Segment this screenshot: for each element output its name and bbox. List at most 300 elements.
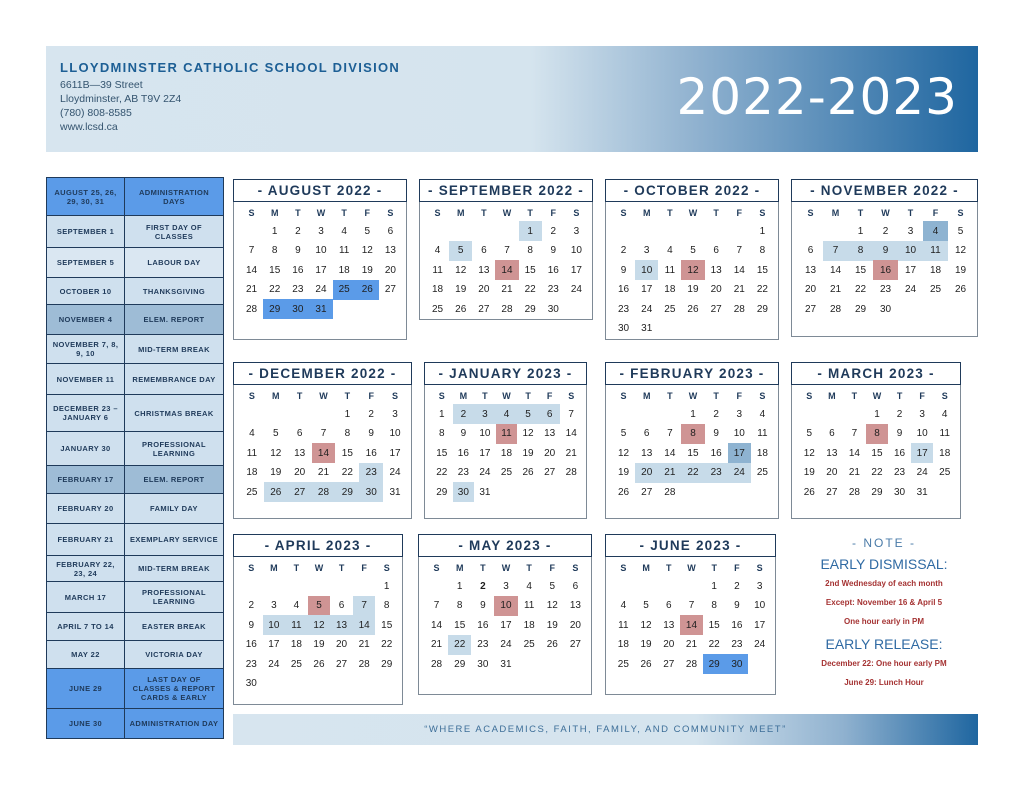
weekday-label: S xyxy=(957,208,964,218)
calendar-day: 21 xyxy=(685,639,698,650)
early-release-line: June 29: Lunch Hour xyxy=(844,678,924,687)
weekday-label: W xyxy=(502,208,512,218)
calendar-day: 14 xyxy=(733,264,745,276)
calendar-day: 13 xyxy=(641,447,653,459)
calendar-day: 21 xyxy=(565,447,577,459)
calendar-day: 5 xyxy=(449,241,472,261)
calendar-day: 9 xyxy=(896,428,903,439)
calendar-day: 12 xyxy=(954,245,967,256)
month-calendar xyxy=(791,179,978,337)
calendar-day: 14 xyxy=(312,443,336,463)
calendar-day: 13 xyxy=(710,264,722,276)
calendar-day: 10 xyxy=(389,428,401,439)
calendar-day: 4 xyxy=(341,225,347,237)
calendar-day: 13 xyxy=(663,619,675,631)
event-date: SEPTEMBER 5 xyxy=(46,248,125,277)
calendar-day: 2 xyxy=(453,404,475,424)
calendar-day: 12 xyxy=(270,447,282,459)
calendar-day: 18 xyxy=(338,264,350,276)
calendar-day: 2 xyxy=(882,225,889,237)
calendar-day: 2 xyxy=(713,408,719,420)
calendar-day: 2 xyxy=(480,580,486,592)
calendar-day: 25 xyxy=(523,639,535,650)
event-row xyxy=(46,581,224,612)
calendar-day: 23 xyxy=(292,284,304,295)
weekday-label: S xyxy=(248,391,255,401)
event-date: NOVEMBER 4 xyxy=(46,305,125,334)
weekday-label: W xyxy=(688,208,698,218)
important-dates-list xyxy=(46,177,224,739)
event-row xyxy=(46,640,224,668)
calendar-day: 16 xyxy=(873,260,898,280)
calendar-day: 7 xyxy=(433,600,440,611)
calendar-day: 20 xyxy=(294,467,306,478)
event-name: CHRISTMAS BREAK xyxy=(125,395,224,431)
calendar-day: 14 xyxy=(680,615,703,635)
event-name: FAMILY DAY xyxy=(125,494,224,523)
calendar-day: 7 xyxy=(736,245,743,256)
calendar-day: 15 xyxy=(756,264,768,276)
calendar-day: 11 xyxy=(523,600,535,611)
calendar-day: 12 xyxy=(803,447,815,459)
calendar-day: 1 xyxy=(857,225,864,237)
calendar-day: 11 xyxy=(939,428,950,439)
event-row xyxy=(46,493,224,523)
calendar-day: 23 xyxy=(547,284,559,295)
calendar-day: 1 xyxy=(456,580,463,592)
calendar-day: 18 xyxy=(617,639,629,650)
early-dismissal-title: EARLY DISMISSAL: xyxy=(820,556,948,572)
calendar-day: 11 xyxy=(432,264,443,276)
calendar-day: 4 xyxy=(293,600,300,611)
calendar-day: 26 xyxy=(455,303,467,315)
calendar-day: 12 xyxy=(618,447,630,459)
weekday-label: T xyxy=(295,208,301,218)
month-title: - SEPTEMBER 2022 - xyxy=(419,179,593,202)
calendar-day: 1 xyxy=(439,408,445,420)
calendar-day: 30 xyxy=(618,323,630,334)
calendar-day: 8 xyxy=(527,245,533,256)
calendar-day: 3 xyxy=(907,225,914,237)
weekday-label: T xyxy=(713,391,719,401)
weekday-label: S xyxy=(759,391,766,401)
website: www.lcsd.ca xyxy=(60,121,118,133)
weekday-label: S xyxy=(438,391,445,401)
calendar-day: 24 xyxy=(389,467,401,478)
weekday-label: W xyxy=(502,391,511,401)
calendar-day: 18 xyxy=(929,264,942,276)
calendar-day: 16 xyxy=(245,639,257,650)
calendar-day: 27 xyxy=(384,284,396,295)
calendar-day: 3 xyxy=(271,600,277,611)
weekday-label: S xyxy=(383,563,390,573)
calendar-day: 22 xyxy=(756,284,768,295)
calendar-day: 17 xyxy=(641,284,653,295)
event-date: FEBRUARY 17 xyxy=(46,466,125,493)
calendar-day: 8 xyxy=(681,424,704,444)
event-row xyxy=(46,465,224,493)
calendar-day: 26 xyxy=(640,658,652,670)
weekday-label: M xyxy=(642,208,651,218)
calendar-day: 29 xyxy=(703,654,726,674)
calendar-day: 19 xyxy=(687,284,699,295)
calendar-day: 29 xyxy=(454,658,466,670)
event-name: ELEM. REPORT xyxy=(125,305,224,334)
calendar-day: 29 xyxy=(263,299,286,319)
weekday-label: F xyxy=(919,391,925,401)
address-street: 6611B—39 Street xyxy=(60,79,143,91)
event-row xyxy=(46,215,224,247)
calendar-day: 8 xyxy=(439,428,445,439)
calendar-day: 17 xyxy=(904,264,917,276)
calendar-day: 16 xyxy=(457,447,469,459)
calendar-day: 25 xyxy=(246,486,258,498)
calendar-day: 18 xyxy=(523,619,535,631)
calendar-day: 13 xyxy=(478,264,490,276)
weekday-label: M xyxy=(642,563,650,573)
calendar-day: 9 xyxy=(295,245,301,256)
calendar-day: 21 xyxy=(501,284,513,295)
calendar-day: 11 xyxy=(496,424,518,444)
calendar-day: 25 xyxy=(664,303,676,315)
calendar-day: 4 xyxy=(941,408,948,420)
calendar-day: 2 xyxy=(620,245,627,256)
month-calendar xyxy=(233,534,403,705)
weekday-label: F xyxy=(550,208,557,218)
calendar-day: 22 xyxy=(341,467,353,478)
weekday-label: T xyxy=(907,208,914,218)
calendar-day: 29 xyxy=(381,658,393,670)
calendar-day: 26 xyxy=(803,486,815,498)
calendar-day: 30 xyxy=(477,658,489,670)
event-name: EASTER BREAK xyxy=(125,613,224,640)
calendar-day: 7 xyxy=(320,428,327,439)
event-name: ELEM. REPORT xyxy=(125,466,224,493)
event-row xyxy=(46,394,224,431)
calendar-day: 7 xyxy=(823,241,848,261)
calendar-day: 7 xyxy=(851,428,858,439)
calendar-day: 15 xyxy=(871,447,883,459)
calendar-day: 12 xyxy=(308,615,331,635)
event-name: MID-TERM BREAK xyxy=(125,556,224,581)
weekday-label: T xyxy=(341,208,347,218)
calendar-day: 3 xyxy=(756,580,763,592)
calendar-day: 26 xyxy=(313,658,325,670)
calendar-day: 30 xyxy=(359,482,383,502)
calendar-day: 26 xyxy=(546,639,558,650)
event-row xyxy=(46,247,224,277)
weekday-label: F xyxy=(734,563,740,573)
calendar-day: 8 xyxy=(383,600,390,611)
calendar-day: 27 xyxy=(544,467,556,478)
calendar-day: 10 xyxy=(754,600,766,611)
calendar-day: 24 xyxy=(916,467,928,478)
calendar-day: 1 xyxy=(711,580,717,592)
event-name: PROFESSIONAL LEARNING xyxy=(125,582,224,612)
calendar-day: 11 xyxy=(338,245,350,256)
weekday-label: T xyxy=(667,208,673,218)
calendar-day: 9 xyxy=(873,241,898,261)
calendar-day: 22 xyxy=(436,467,448,478)
calendar-day: 24 xyxy=(500,639,512,650)
calendar-day: 20 xyxy=(663,639,675,650)
calendar-day: 20 xyxy=(710,284,722,295)
weekday-label: F xyxy=(364,208,371,218)
event-row xyxy=(46,277,224,304)
calendar-day: 24 xyxy=(904,284,917,295)
weekday-label: T xyxy=(481,208,487,218)
calendar-day: 22 xyxy=(448,635,471,655)
weekday-label: W xyxy=(319,391,328,401)
calendar-day: 30 xyxy=(245,678,257,689)
calendar-day: 2 xyxy=(295,225,301,237)
calendar-day: 20 xyxy=(544,447,556,459)
weekday-label: T xyxy=(525,391,531,401)
calendar-day: 17 xyxy=(315,264,327,276)
calendar-day: 22 xyxy=(708,639,720,650)
calendar-day: 23 xyxy=(359,463,383,483)
weekday-label: T xyxy=(857,208,864,218)
calendar-day: 5 xyxy=(308,596,331,616)
phone-number: (780) 808-8585 xyxy=(60,107,132,119)
org-name: LLOYDMINSTER CATHOLIC SCHOOL DIVISION xyxy=(60,60,401,75)
month-title: - APRIL 2023 - xyxy=(233,534,403,557)
calendar-day: 19 xyxy=(618,467,630,478)
calendar-day: 17 xyxy=(570,264,582,276)
calendar-day: 5 xyxy=(643,600,649,611)
calendar-day: 28 xyxy=(664,486,676,498)
calendar-day: 29 xyxy=(335,482,359,502)
weekday-label: S xyxy=(756,563,763,573)
calendar-day: 6 xyxy=(643,428,650,439)
calendar-day: 26 xyxy=(954,284,967,295)
calendar-day: 13 xyxy=(826,447,838,459)
weekday-label: T xyxy=(667,391,673,401)
calendar-day: 19 xyxy=(954,264,967,276)
calendar-day: 15 xyxy=(854,264,867,276)
calendar-day: 14 xyxy=(353,615,376,635)
weekday-label: T xyxy=(526,563,532,573)
calendar-day: 15 xyxy=(341,447,353,459)
event-name: VICTORIA DAY xyxy=(125,641,224,668)
event-row xyxy=(46,555,224,581)
event-date: NOVEMBER 7, 8, 9, 10 xyxy=(46,335,125,363)
calendar-day: 10 xyxy=(494,596,517,616)
calendar-day: 12 xyxy=(546,600,558,611)
calendar-day: 7 xyxy=(568,408,574,420)
calendar-day: 26 xyxy=(618,486,630,498)
calendar-day: 21 xyxy=(358,639,370,650)
event-name: THANKSGIVING xyxy=(125,278,224,304)
weekday-label: T xyxy=(344,391,351,401)
calendar-day: 9 xyxy=(368,428,374,439)
calendar-day: 25 xyxy=(333,280,356,300)
weekday-label: S xyxy=(620,391,627,401)
calendar-day: 5 xyxy=(620,428,627,439)
calendar-day: 7 xyxy=(688,600,695,611)
calendar-day: 23 xyxy=(618,303,630,315)
calendar-day: 3 xyxy=(318,225,324,237)
calendar-day: 13 xyxy=(544,428,556,439)
event-date: FEBRUARY 20 xyxy=(46,494,125,523)
event-date: JUNE 30 xyxy=(46,709,125,738)
calendar-day: 7 xyxy=(504,245,510,256)
calendar-day: 7 xyxy=(353,596,376,616)
calendar-day: 11 xyxy=(923,241,948,261)
weekday-label: T xyxy=(896,391,903,401)
event-date: AUGUST 25, 26, 29, 30, 31 xyxy=(46,178,125,215)
calendar-day: 17 xyxy=(500,619,512,631)
month-title: - JUNE 2023 - xyxy=(605,534,776,557)
weekday-label: M xyxy=(459,391,468,401)
calendar-day: 30 xyxy=(726,654,749,674)
calendar-day: 20 xyxy=(478,284,490,295)
event-row xyxy=(46,523,224,555)
calendar-day: 6 xyxy=(829,428,835,439)
calendar-day: 22 xyxy=(854,284,867,295)
calendar-day: 24 xyxy=(479,467,491,478)
calendar-day: 18 xyxy=(290,639,302,650)
calendar-day: 8 xyxy=(866,424,889,444)
calendar-day: 30 xyxy=(286,299,309,319)
calendar-day: 23 xyxy=(879,284,892,295)
calendar-day: 16 xyxy=(731,619,743,631)
calendar-day: 16 xyxy=(618,284,630,295)
weekday-label: T xyxy=(711,563,717,573)
event-row xyxy=(46,612,224,640)
weekday-label: F xyxy=(546,391,553,401)
weekday-label: M xyxy=(272,391,280,401)
calendar-day: 28 xyxy=(312,482,336,502)
calendar-day: 30 xyxy=(453,482,475,502)
calendar-day: 24 xyxy=(570,284,582,295)
weekday-label: S xyxy=(807,208,814,218)
month-title: - DECEMBER 2022 - xyxy=(233,362,412,385)
calendar-day: 2 xyxy=(550,225,557,237)
calendar-day: 2 xyxy=(734,580,740,592)
calendar-day: 27 xyxy=(663,658,675,670)
calendar-day: 27 xyxy=(641,486,653,498)
event-row xyxy=(46,431,224,465)
event-name: ADMINISTRATION DAYS xyxy=(125,178,224,215)
event-date: FEBRUARY 21 xyxy=(46,524,125,555)
month-title: - JANUARY 2023 - xyxy=(424,362,587,385)
calendar-day: 3 xyxy=(392,408,398,420)
weekday-label: M xyxy=(456,208,465,218)
calendar-day: 28 xyxy=(431,658,443,670)
weekday-label: S xyxy=(248,208,255,218)
event-name: LABOUR DAY xyxy=(125,248,224,277)
calendar-day: 30 xyxy=(879,303,892,315)
calendar-day: 11 xyxy=(757,428,768,439)
calendar-day: 17 xyxy=(268,639,280,650)
calendar-day: 28 xyxy=(848,486,860,498)
calendar-day: 31 xyxy=(479,486,491,498)
month-title: - MAY 2023 - xyxy=(418,534,592,557)
calendar-day: 3 xyxy=(503,580,509,592)
calendar-day: 1 xyxy=(759,225,766,237)
calendar-day: 24 xyxy=(754,639,766,650)
event-name: FIRST DAY OF CLASSES xyxy=(125,216,224,247)
weekday-label: T xyxy=(666,563,672,573)
month-calendar xyxy=(424,362,587,519)
calendar-day: 25 xyxy=(929,284,942,295)
calendar-day: 19 xyxy=(522,447,534,459)
calendar-day: 17 xyxy=(389,447,401,459)
calendar-day: 26 xyxy=(522,467,534,478)
calendar-day: 19 xyxy=(270,467,282,478)
calendar-day: 26 xyxy=(264,482,288,502)
calendar-day: 23 xyxy=(731,639,743,650)
calendar-day: 13 xyxy=(294,447,306,459)
calendar-day: 28 xyxy=(829,303,842,315)
calendar-day: 27 xyxy=(478,303,490,315)
month-calendar xyxy=(605,179,779,340)
calendar-day: 19 xyxy=(803,467,815,478)
calendar-day: 14 xyxy=(664,447,676,459)
calendar-day: 23 xyxy=(457,467,469,478)
calendar-day: 29 xyxy=(524,303,536,315)
calendar-day: 24 xyxy=(268,658,280,670)
calendar-day: 10 xyxy=(733,428,745,439)
calendar-day: 21 xyxy=(431,639,443,650)
calendar-day: 8 xyxy=(759,245,766,256)
calendar-day: 11 xyxy=(285,615,308,635)
calendar-day: 5 xyxy=(957,225,964,237)
address-city: Lloydminster, AB T9V 2Z4 xyxy=(60,93,182,105)
calendar-day: 31 xyxy=(309,299,332,319)
month-title: - NOVEMBER 2022 - xyxy=(791,179,978,202)
calendar-day: 24 xyxy=(641,303,653,315)
calendar-day: 31 xyxy=(641,323,653,334)
calendar-day: 14 xyxy=(431,619,443,631)
calendar-day: 19 xyxy=(546,619,558,631)
weekday-label: F xyxy=(368,391,374,401)
event-date: DECEMBER 23 –JANUARY 6 xyxy=(46,395,125,431)
calendar-day: 8 xyxy=(271,245,278,256)
calendar-day: 15 xyxy=(454,619,466,631)
calendar-day: 7 xyxy=(667,428,673,439)
note-heading: - NOTE - xyxy=(852,536,916,550)
event-name: PROFESSIONAL LEARNING xyxy=(125,432,224,465)
calendar-day: 28 xyxy=(733,303,745,315)
calendar-day: 12 xyxy=(455,264,467,276)
calendar-day: 1 xyxy=(344,408,351,420)
calendar-day: 11 xyxy=(246,447,258,459)
calendar-day: 17 xyxy=(728,443,751,463)
calendar-day: 26 xyxy=(356,280,379,300)
calendar-day: 13 xyxy=(804,264,817,276)
weekday-label: W xyxy=(881,208,890,218)
calendar-day: 5 xyxy=(806,428,813,439)
month-calendar xyxy=(233,362,412,519)
calendar-day: 9 xyxy=(620,264,627,276)
event-date: OCTOBER 10 xyxy=(46,278,125,304)
calendar-day: 2 xyxy=(248,600,255,611)
calendar-day: 17 xyxy=(911,443,934,463)
calendar-day: 28 xyxy=(358,658,370,670)
calendar-day: 28 xyxy=(501,303,513,315)
calendar-day: 21 xyxy=(658,463,681,483)
calendar-day: 20 xyxy=(336,639,348,650)
weekday-label: S xyxy=(759,208,766,218)
weekday-label: S xyxy=(941,391,948,401)
weekday-label: S xyxy=(248,563,255,573)
event-date: FEBRUARY 22, 23, 24 xyxy=(46,556,125,581)
calendar-day: 28 xyxy=(685,658,698,670)
weekday-label: M xyxy=(455,563,464,573)
calendar-day: 13 xyxy=(330,615,353,635)
